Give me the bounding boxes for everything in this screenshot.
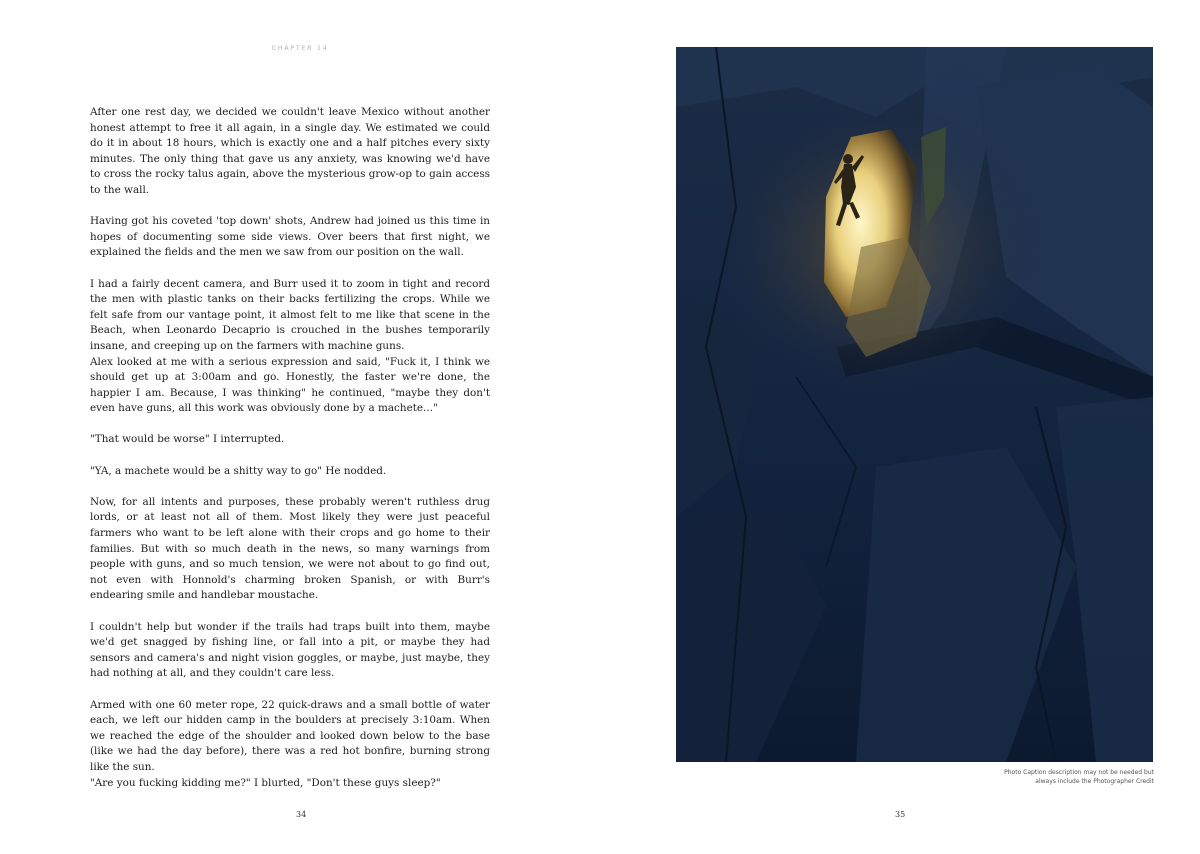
paragraph: Armed with one 60 meter rope, 22 quick-draws and a small bottle of water each, we left our hidden camp in the boulders at precisely 3:10am. When we reached the edge of the shoulder and looked down below to the base (like we had the day before), there was a red hot bonfire, burning strong like the sun.	[90, 698, 490, 773]
page-number-right: 35	[895, 810, 906, 819]
paragraph: "YA, a machete would be a shitty way to go" He nodded.	[90, 464, 387, 477]
caption-line: Photo Caption description may not be needed but	[1004, 769, 1154, 776]
paragraph: "Are you fucking kidding me?" I blurted, "Don't these guys sleep?"	[90, 776, 441, 789]
paragraph: Having got his coveted 'top down' shots, Andrew had joined us this time in hopes of documenting some side views. Over beers that first night, we explained the fields and the men we saw from our position on the wall.	[90, 215, 490, 259]
paragraph: Now, for all intents and purposes, these probably weren't ruthless drug lords, or at least not all of them. Most likely they were just peaceful farmers who want to be left alone with their crops and go home to their families. But with so much death in the news, so many warnings from people with guns, and so much tension, we were not about to go find out, not even with Honnold's charming broken Spanish, or with Burr's endearing smile and handlebar moustache.	[90, 495, 490, 602]
paragraph: "That would be worse" I interrupted.	[90, 433, 285, 446]
caption-line: always include the Photographer Credit	[1035, 777, 1154, 785]
paragraph: After one rest day, we decided we couldn't leave Mexico without another honest attempt to free it all again, in a single day. We estimated we could do it in about 18 hours, which is exactly one and a half pitches every sixty minutes. The only thing that gave us any anxiety, was knowing we'd have to cross the rocky talus again, above the mysterious grow-op to gain access to the wall.	[90, 106, 490, 196]
paragraph: I had a fairly decent camera, and Burr used it to zoom in tight and record the men with plastic tanks on their backs fertilizing the crops. While we felt safe from our vantage point, it almost felt to me like that scene in the Beach, when Leonardo Decaprio is crouched in the bushes temporarily insane, and creeping up on the farmers with machine guns.	[90, 277, 490, 352]
chapter-label: CHAPTER 14	[271, 44, 329, 52]
right-page	[600, 0, 1200, 854]
paragraph: I couldn't help but wonder if the trails had traps built into them, maybe we'd get snagged by fishing line, or fall into a pit, or maybe they had sensors and camera's and night vision goggles, or maybe, just maybe, they had nothing at all, and they couldn't care less.	[90, 620, 490, 680]
body-text	[90, 105, 490, 791]
page-number-left: 34	[296, 810, 307, 819]
climber-rock-face-icon	[676, 47, 1153, 762]
paragraph: Alex looked at me with a serious expression and said, "Fuck it, I think we should get up at 3:00am and go. Honestly, the faster we're done, the happier I am. Because, I was thinking" he continued, "maybe they don't even have guns, all this work was obviously done by a machete..."	[90, 355, 490, 415]
photo-caption	[974, 769, 1154, 786]
climbing-photo	[676, 47, 1153, 762]
